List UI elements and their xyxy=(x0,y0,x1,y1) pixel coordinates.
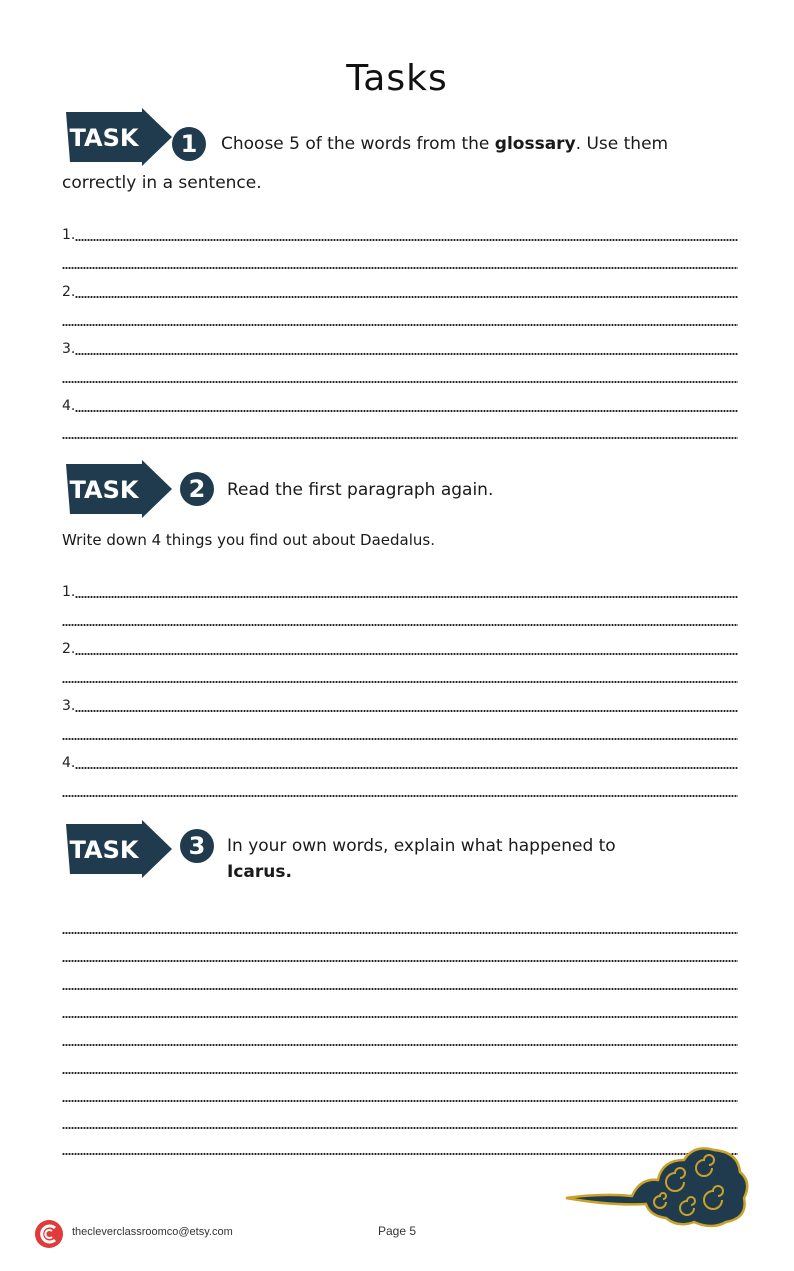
answer-line[interactable] xyxy=(62,738,738,740)
answer-line[interactable] xyxy=(75,239,738,241)
page-title: Tasks xyxy=(346,58,448,99)
cloud-icon xyxy=(562,1138,752,1230)
answer-line[interactable] xyxy=(62,1100,738,1102)
task2-instruction-line2: Write down 4 things you find out about Daedalus. xyxy=(62,531,435,549)
task-arrow-icon xyxy=(64,460,174,518)
line-number: 2. xyxy=(62,641,76,657)
task-badge-label: TASK xyxy=(69,476,139,504)
task-number-3: 3 xyxy=(180,829,214,863)
line-number: 3. xyxy=(62,698,76,714)
answer-line[interactable] xyxy=(75,710,738,712)
task1-instruction-line2: correctly in a sentence. xyxy=(62,173,262,193)
answer-line[interactable] xyxy=(75,767,738,769)
answer-line[interactable] xyxy=(75,353,738,355)
answer-line[interactable] xyxy=(62,624,738,626)
page-number: Page 5 xyxy=(378,1224,417,1238)
answer-line[interactable] xyxy=(62,1016,738,1018)
answer-line[interactable] xyxy=(62,437,738,439)
line-number: 1. xyxy=(62,227,76,243)
line-number: 2. xyxy=(62,284,76,300)
task1-instruction-line1: Choose 5 of the words from the glossary. Use them xyxy=(221,134,669,154)
task-badge-label: TASK xyxy=(69,836,139,864)
task-arrow-icon xyxy=(64,108,174,166)
answer-line[interactable] xyxy=(62,1127,738,1129)
line-number: 1. xyxy=(62,584,76,600)
answer-line[interactable] xyxy=(62,267,738,269)
task3-instruction-line1: In your own words, explain what happened to xyxy=(227,836,616,856)
task-number-1: 1 xyxy=(172,127,206,161)
task-arrow-icon xyxy=(64,820,174,878)
task-number-2: 2 xyxy=(180,472,214,506)
answer-line[interactable] xyxy=(75,653,738,655)
answer-line[interactable] xyxy=(62,324,738,326)
task-badge-label: TASK xyxy=(69,124,139,152)
answer-line[interactable] xyxy=(62,1072,738,1074)
answer-line[interactable] xyxy=(62,681,738,683)
line-number: 4. xyxy=(62,398,76,414)
answer-line[interactable] xyxy=(62,960,738,962)
logo-icon xyxy=(34,1219,64,1249)
answer-line[interactable] xyxy=(62,932,738,934)
line-number: 3. xyxy=(62,341,76,357)
task3-instruction-line2: Icarus. xyxy=(227,862,292,882)
line-number: 4. xyxy=(62,755,76,771)
answer-line[interactable] xyxy=(62,988,738,990)
answer-line[interactable] xyxy=(62,795,738,797)
task2-instruction-line1: Read the first paragraph again. xyxy=(227,480,494,500)
footer-source: thecleverclassroomco@etsy.com xyxy=(72,1226,233,1238)
answer-line[interactable] xyxy=(62,381,738,383)
answer-line[interactable] xyxy=(75,596,738,598)
answer-line[interactable] xyxy=(62,1044,738,1046)
answer-line[interactable] xyxy=(75,296,738,298)
answer-line[interactable] xyxy=(75,410,738,412)
